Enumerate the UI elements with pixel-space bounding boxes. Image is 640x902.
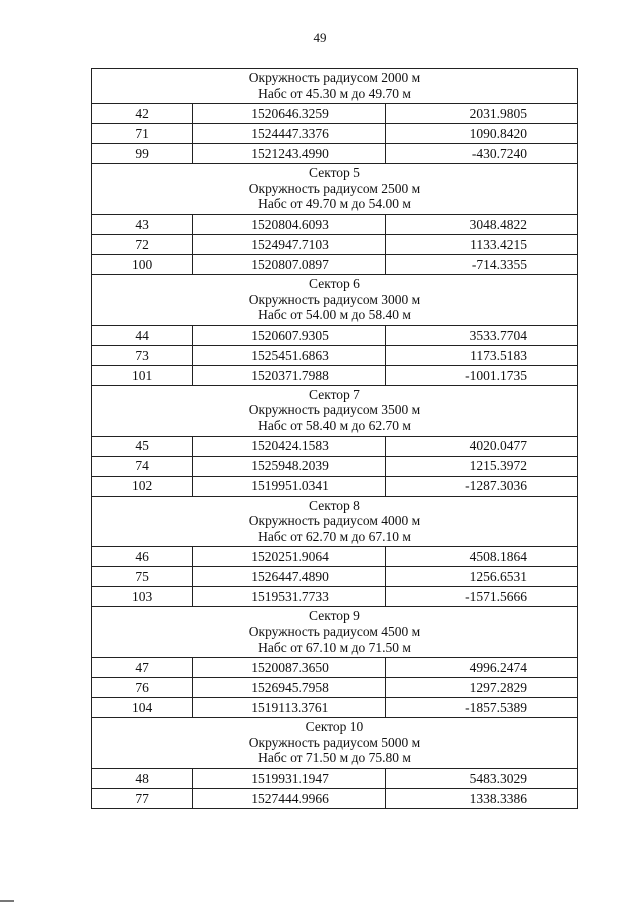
section-header-line: Набс от 71.50 м до 75.80 м — [258, 750, 411, 766]
point-number-cell: 71 — [92, 124, 193, 144]
x-coordinate-cell: 1520607.9305 — [193, 325, 385, 345]
x-coordinate-cell: 1519951.0341 — [193, 476, 385, 496]
table-row — [92, 104, 578, 124]
point-number-cell: 46 — [92, 547, 193, 567]
point-number-cell: 103 — [92, 587, 193, 607]
section-header-row — [92, 69, 578, 104]
point-number-cell: 72 — [92, 234, 193, 254]
point-number-cell: 75 — [92, 567, 193, 587]
y-coordinate-cell: 1173.5183 — [385, 345, 577, 365]
table-row — [92, 678, 578, 698]
section-header-line: Набс от 45.30 м до 49.70 м — [258, 85, 411, 101]
section-header-row — [92, 274, 578, 325]
y-coordinate-cell: -1571.5666 — [385, 587, 577, 607]
y-coordinate-cell: 4020.0477 — [385, 436, 577, 456]
y-coordinate-cell: 4996.2474 — [385, 658, 577, 678]
y-coordinate-cell: 1297.2829 — [385, 678, 577, 698]
y-coordinate-cell: 1256.6531 — [385, 567, 577, 587]
section-header-line: Окружность радиусом 4000 м — [248, 513, 421, 529]
table-row — [92, 254, 578, 274]
section-header-line: Набс от 58.40 м до 62.70 м — [258, 417, 411, 433]
section-header-line: Сектор 8 — [309, 497, 360, 513]
section-header-line: Окружность радиусом 5000 м — [248, 734, 421, 750]
coordinates-table — [91, 68, 578, 809]
point-number-cell: 74 — [92, 456, 193, 476]
y-coordinate-cell: 4508.1864 — [385, 547, 577, 567]
x-coordinate-cell: 1521243.4990 — [193, 144, 385, 164]
section-header-line: Набс от 54.00 м до 58.40 м — [258, 307, 411, 323]
y-coordinate-cell: 3533.7704 — [385, 325, 577, 345]
point-number-cell: 47 — [92, 658, 193, 678]
coordinates-table-body — [92, 69, 578, 809]
section-header — [92, 274, 578, 325]
x-coordinate-cell: 1519531.7733 — [193, 587, 385, 607]
table-row — [92, 567, 578, 587]
section-header-line: Набс от 49.70 м до 54.00 м — [258, 196, 411, 212]
y-coordinate-cell: 2031.9805 — [385, 104, 577, 124]
y-coordinate-cell: 5483.3029 — [385, 768, 577, 788]
section-header-line: Сектор 9 — [309, 608, 360, 624]
y-coordinate-cell: 1338.3386 — [385, 788, 577, 808]
section-header-line: Окружность радиусом 2500 м — [248, 180, 421, 196]
x-coordinate-cell: 1520646.3259 — [193, 104, 385, 124]
point-number-cell: 73 — [92, 345, 193, 365]
section-header — [92, 496, 578, 547]
x-coordinate-cell: 1520807.0897 — [193, 254, 385, 274]
section-header-line: Окружность радиусом 2000 м — [248, 70, 421, 85]
section-header-row — [92, 607, 578, 658]
y-coordinate-cell: -714.3355 — [385, 254, 577, 274]
point-number-cell: 100 — [92, 254, 193, 274]
point-number-cell: 104 — [92, 698, 193, 718]
y-coordinate-cell: 1133.4215 — [385, 234, 577, 254]
section-header — [92, 69, 578, 104]
page-number: 49 — [313, 30, 327, 45]
x-coordinate-cell: 1524947.7103 — [193, 234, 385, 254]
y-coordinate-cell: -1287.3036 — [385, 476, 577, 496]
x-coordinate-cell: 1520424.1583 — [193, 436, 385, 456]
section-header-line: Сектор 5 — [309, 165, 360, 181]
section-header-line: Сектор 10 — [305, 719, 364, 735]
x-coordinate-cell: 1519113.3761 — [193, 698, 385, 718]
section-header — [92, 607, 578, 658]
x-coordinate-cell: 1525451.6863 — [193, 345, 385, 365]
section-header-line: Сектор 6 — [309, 275, 360, 291]
point-number-cell: 44 — [92, 325, 193, 345]
table-row — [92, 788, 578, 808]
section-header — [92, 385, 578, 436]
y-coordinate-cell: 1215.3972 — [385, 456, 577, 476]
y-coordinate-cell: -430.7240 — [385, 144, 577, 164]
point-number-cell: 45 — [92, 436, 193, 456]
x-coordinate-cell: 1526447.4890 — [193, 567, 385, 587]
table-row — [92, 144, 578, 164]
x-coordinate-cell: 1520804.6093 — [193, 214, 385, 234]
point-number-cell: 48 — [92, 768, 193, 788]
section-header-line: Окружность радиусом 3000 м — [248, 291, 421, 307]
x-coordinate-cell: 1520087.3650 — [193, 658, 385, 678]
table-row — [92, 436, 578, 456]
table-row — [92, 698, 578, 718]
table-row — [92, 476, 578, 496]
y-coordinate-cell: 3048.4822 — [385, 214, 577, 234]
table-row — [92, 456, 578, 476]
x-coordinate-cell: 1525948.2039 — [193, 456, 385, 476]
section-header-line: Сектор 7 — [309, 386, 360, 402]
y-coordinate-cell: -1001.1735 — [385, 365, 577, 385]
table-row — [92, 345, 578, 365]
x-coordinate-cell: 1519931.1947 — [193, 768, 385, 788]
section-header-row — [92, 496, 578, 547]
table-row — [92, 124, 578, 144]
point-number-cell: 99 — [92, 144, 193, 164]
table-row — [92, 547, 578, 567]
table-row — [92, 325, 578, 345]
x-coordinate-cell: 1520251.9064 — [193, 547, 385, 567]
x-coordinate-cell: 1520371.7988 — [193, 365, 385, 385]
section-header-line: Набс от 67.10 м до 71.50 м — [258, 639, 411, 655]
section-header-row — [92, 385, 578, 436]
x-coordinate-cell: 1527444.9966 — [193, 788, 385, 808]
section-header — [92, 718, 578, 769]
table-row — [92, 214, 578, 234]
y-coordinate-cell: -1857.5389 — [385, 698, 577, 718]
y-coordinate-cell: 1090.8420 — [385, 124, 577, 144]
section-header-row — [92, 164, 578, 215]
x-coordinate-cell: 1524447.3376 — [193, 124, 385, 144]
section-header-line: Окружность радиусом 3500 м — [248, 402, 421, 418]
section-header-line: Набс от 62.70 м до 67.10 м — [258, 528, 411, 544]
table-row — [92, 658, 578, 678]
section-header — [92, 164, 578, 215]
section-header-row — [92, 718, 578, 769]
point-number-cell: 101 — [92, 365, 193, 385]
point-number-cell: 76 — [92, 678, 193, 698]
table-row — [92, 768, 578, 788]
x-coordinate-cell: 1526945.7958 — [193, 678, 385, 698]
point-number-cell: 43 — [92, 214, 193, 234]
point-number-cell: 42 — [92, 104, 193, 124]
point-number-cell: 102 — [92, 476, 193, 496]
section-header-line: Окружность радиусом 4500 м — [248, 623, 421, 639]
table-row — [92, 587, 578, 607]
point-number-cell: 77 — [92, 788, 193, 808]
table-row — [92, 365, 578, 385]
table-row — [92, 234, 578, 254]
